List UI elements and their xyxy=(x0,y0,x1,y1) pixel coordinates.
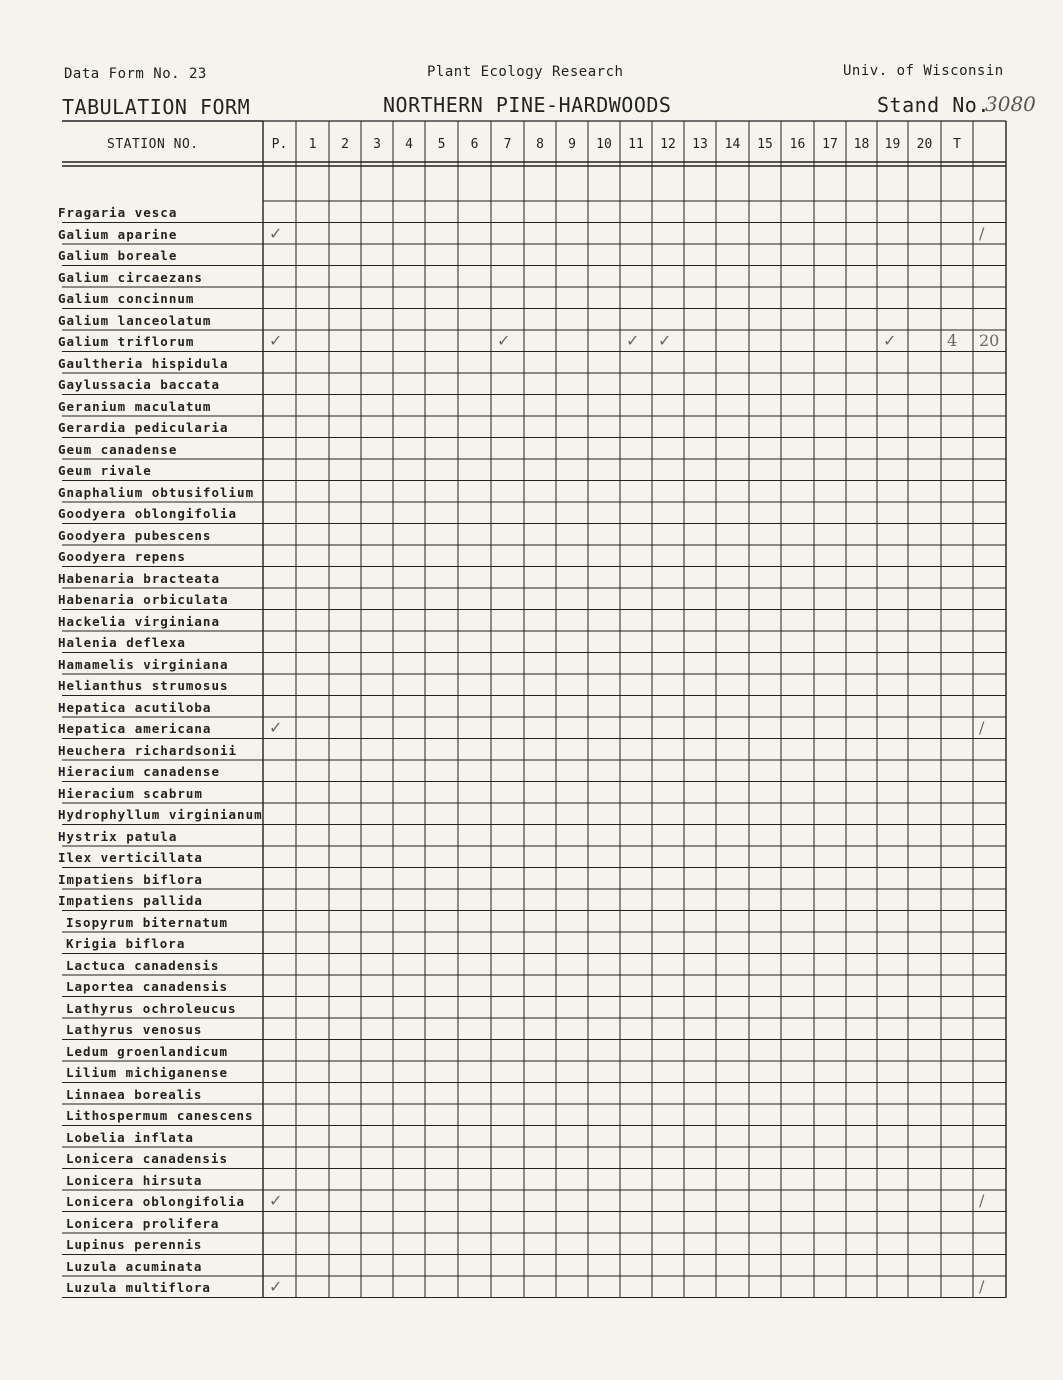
column-header: 6 xyxy=(470,137,479,152)
species-name: Goodyera oblongifolia xyxy=(58,506,238,521)
stand-label: Stand No. xyxy=(877,93,990,117)
species-name: Lupinus perennis xyxy=(66,1237,203,1252)
tally-mark: 20 xyxy=(979,331,1000,350)
column-header: 2 xyxy=(341,137,349,152)
species-name: Krigia biflora xyxy=(66,936,186,951)
column-header: 9 xyxy=(568,137,576,152)
tally-mark: ✓ xyxy=(269,1191,283,1210)
species-name: Lonicera hirsuta xyxy=(66,1172,203,1188)
column-header: 10 xyxy=(596,137,612,152)
species-name: Lathyrus venosus xyxy=(66,1022,203,1037)
species-name: Impatiens biflora xyxy=(58,871,203,887)
species-name: Hieracium canadense xyxy=(58,764,220,779)
column-header: 14 xyxy=(724,137,741,152)
species-name: Linnaea borealis xyxy=(66,1086,203,1102)
column-header: 1 xyxy=(308,137,317,152)
species-name: Galium boreale xyxy=(58,248,178,263)
species-name: Ilex verticillata xyxy=(58,850,203,865)
tally-mark: ✓ xyxy=(269,1277,283,1296)
species-name: Helianthus strumosus xyxy=(58,678,229,693)
species-name: Lonicera prolifera xyxy=(66,1215,220,1231)
column-header: T xyxy=(953,137,961,152)
species-name: Lonicera canadensis xyxy=(66,1151,228,1166)
species-name: Hieracium scabrum xyxy=(58,785,203,801)
column-header: 17 xyxy=(822,137,838,152)
tally-mark: / xyxy=(979,223,985,243)
column-header: 12 xyxy=(660,137,676,152)
tally-mark: ✓ xyxy=(269,331,283,350)
column-header: P. xyxy=(271,137,288,152)
species-name: Gerardia pedicularia xyxy=(58,420,229,435)
station-header: STATION NO. xyxy=(107,137,199,152)
species-name: Geum canadense xyxy=(58,441,178,457)
species-name: Lactuca canadensis xyxy=(66,957,220,973)
stand-number-value: 3080 xyxy=(985,92,1036,116)
species-name: Geranium maculatum xyxy=(58,398,212,414)
tally-mark: ✓ xyxy=(269,718,283,737)
community-title: NORTHERN PINE-HARDWOODS xyxy=(383,93,672,117)
column-header: 15 xyxy=(757,137,773,152)
species-name: Gaultheria hispidula xyxy=(58,355,229,371)
column-header: 5 xyxy=(437,137,446,152)
species-name: Lonicera oblongifolia xyxy=(66,1194,246,1209)
column-header: 18 xyxy=(853,137,870,152)
column-header: 4 xyxy=(405,137,413,152)
column-header: 16 xyxy=(789,137,806,152)
column-header: 8 xyxy=(536,137,544,152)
species-name: Isopyrum biternatum xyxy=(66,914,228,930)
species-name: Goodyera pubescens xyxy=(58,527,212,543)
tally-mark: ✓ xyxy=(883,331,897,350)
species-name: Luzula multiflora xyxy=(66,1280,211,1295)
column-header: 20 xyxy=(916,137,933,152)
species-name: Fragaria vesca xyxy=(58,205,178,220)
column-header: 19 xyxy=(884,137,901,152)
species-name: Hystrix patula xyxy=(58,828,178,844)
column-header: 3 xyxy=(373,137,381,152)
species-name: Habenaria orbiculata xyxy=(58,592,229,607)
species-name: Laportea canadensis xyxy=(66,979,228,994)
species-name: Gnaphalium obtusifolium xyxy=(58,484,255,500)
species-name: Galium concinnum xyxy=(58,291,195,306)
research-title: Plant Ecology Research xyxy=(427,64,624,80)
species-name: Habenaria bracteata xyxy=(58,570,220,586)
species-name: Geum rivale xyxy=(58,463,152,478)
species-name: Goodyera repens xyxy=(58,549,186,564)
tally-mark: ✓ xyxy=(626,331,640,350)
species-name: Ledum groenlandicum xyxy=(66,1043,228,1059)
species-name: Galium circaezans xyxy=(58,269,203,285)
species-name: Hackelia virginiana xyxy=(58,613,220,629)
column-header: 7 xyxy=(503,137,512,152)
tally-mark: ✓ xyxy=(497,331,511,350)
species-name: Galium triflorum xyxy=(58,334,195,349)
tally-mark: / xyxy=(979,1191,985,1210)
species-name: Gaylussacia baccata xyxy=(58,377,220,392)
tally-mark: / xyxy=(979,1277,985,1296)
species-name: Halenia deflexa xyxy=(58,635,186,650)
tally-mark: ✓ xyxy=(269,223,283,243)
form-title: TABULATION FORM xyxy=(62,95,251,119)
species-name: Lathyrus ochroleucus xyxy=(66,1000,237,1016)
species-name: Heuchera richardsonii xyxy=(58,742,238,758)
species-name: Hepatica americana xyxy=(58,721,212,736)
species-name: Lithospermum canescens xyxy=(66,1108,254,1123)
species-name: Hepatica acutiloba xyxy=(58,699,212,715)
column-header: 13 xyxy=(692,137,708,152)
tally-mark: 4 xyxy=(947,331,958,350)
species-name: Lobelia inflata xyxy=(66,1129,194,1145)
species-name: Luzula acuminata xyxy=(66,1258,203,1274)
form-number: Data Form No. 23 xyxy=(64,66,207,82)
species-name: Galium aparine xyxy=(58,226,178,242)
species-name: Hamamelis virginiana xyxy=(58,656,229,672)
species-name: Hydrophyllum virginianum xyxy=(58,807,263,822)
column-header: 11 xyxy=(628,137,644,152)
tally-mark: ✓ xyxy=(658,331,672,350)
university-name: Univ. of Wisconsin xyxy=(843,63,1004,79)
species-name: Impatiens pallida xyxy=(58,893,203,908)
tally-mark: / xyxy=(979,718,985,737)
species-name: Lilium michiganense xyxy=(66,1065,228,1080)
species-name: Galium lanceolatum xyxy=(58,312,212,328)
